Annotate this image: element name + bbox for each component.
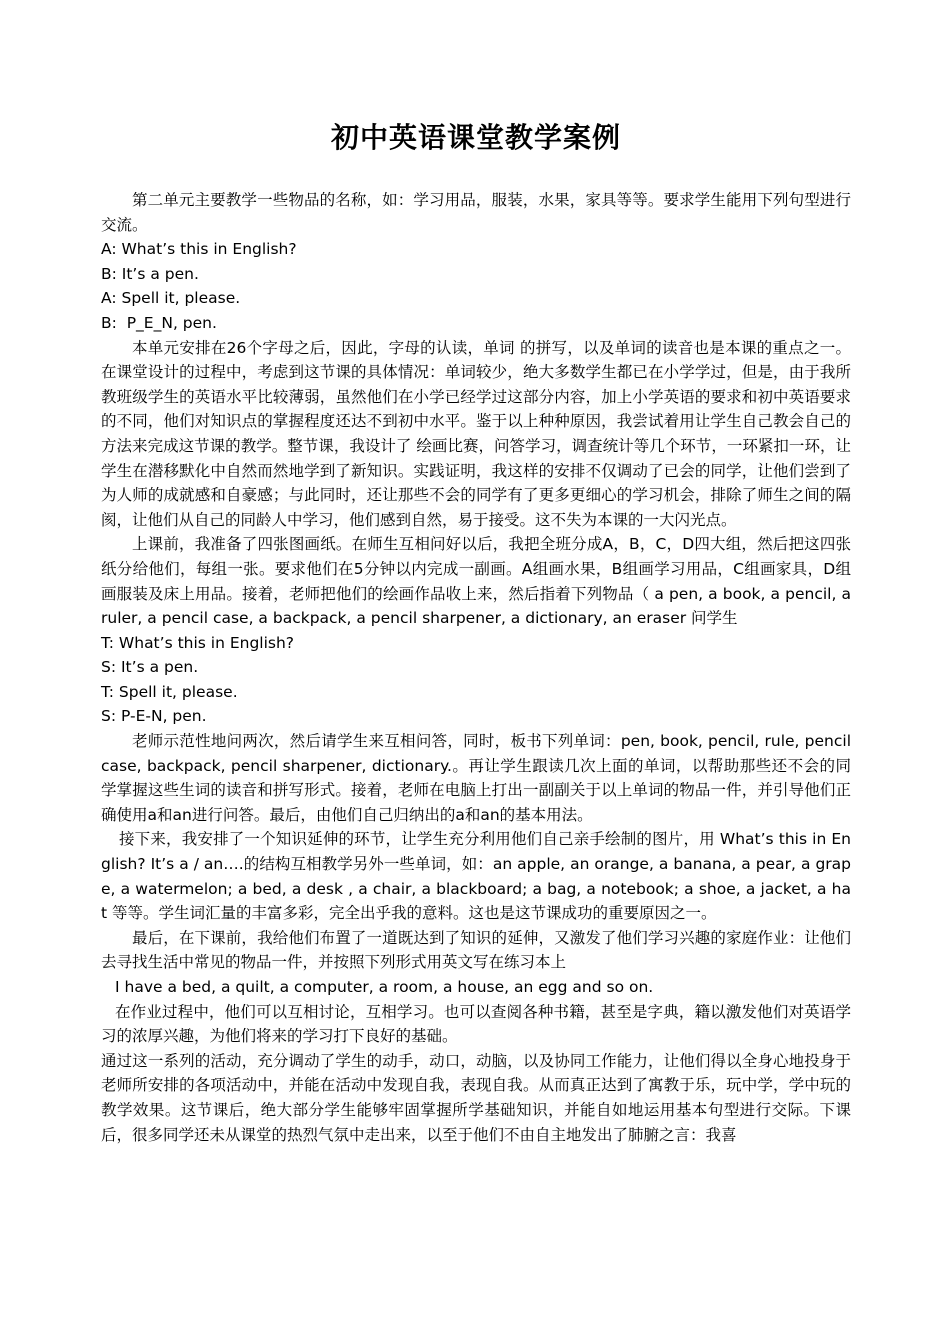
homework-example-sentence: I have a bed, a quilt, a computer, a room, a house, an egg and so on. [115, 978, 654, 996]
dialog-line: S: It’s a pen. [101, 658, 199, 677]
paragraph-demonstration: 老师示范性地问两次，然后请学生来互相问答，同时，板书下列单词：pen, book, pencil, rule, pencil case, backpack, pencil sharpener, dictionary.。再让学生跟读几次上面的单词，以帮助那些还不会的同学掌握这些生词的读音和拼写形式。接着，老师在电脑上打出一副副关于以上单词的物品一件，并引导他们正确使用a和an进行问答。最后，由他们自己归纳出的a和an的基本用法。 [101, 732, 851, 824]
paragraph-homework-process: 在作业过程中，他们可以互相讨论，互相学习。也可以查阅各种书籍，甚至是字典，籍以激发他们对英语学习的浓厚兴趣，为他们将来的学习打下良好的基础。 [101, 1002, 851, 1046]
dialog-line: T: Spell it, please. [101, 682, 238, 701]
dialog-example-2 [101, 631, 851, 729]
document-title: 初中英语课堂教学案例 [330, 121, 621, 154]
paragraph-extension: 接下来，我安排了一个知识延伸的环节，让学生充分利用他们自己亲手绘制的图片，用 What’s this in English? It’s a / an….的结构互相教学另外一些单词，如：an apple, an orange, a banana, a pear, a grape, a watermelon; a bed, a desk , a chair, a blackboard; a bag, a notebook; a shoe, a jacket, a hat 等等。学生词汇量的丰富多彩，完全出乎我的意料。这也是这节课成功的重要原因之一。 [101, 830, 851, 923]
dialog-line: S: P-E-N, pen. [101, 707, 207, 726]
dialog-line: B: P_E_N, pen. [101, 313, 217, 332]
paragraph-conclusion: 通过这一系列的活动，充分调动了学生的动手，动口，动脑，以及协同工作能力，让他们得以全身心地投身于老师所安排的各项活动中，并能在活动中发现自我，表现自我。从而真正达到了寓教于乐，玩中学，学中玩的教学效果。这节课后，绝大部分学生能够牢固掌握所学基础知识，并能自如地运用基本句型进行交际。下课后，很多同学还未从课堂的热烈气氛中走出来，以至于他们不由自主地发出了肺腑之言：我喜 [101, 1051, 851, 1144]
dialog-line: A: Spell it, please. [101, 289, 241, 308]
dialog-line: A: What’s this in English? [101, 240, 297, 259]
dialog-line: T: What’s this in English? [101, 633, 295, 652]
dialog-example-1 [101, 237, 851, 335]
dialog-line: B: It’s a pen. [101, 264, 199, 283]
paragraph-intro: 第二单元主要教学一些物品的名称，如：学习用品，服装，水果，家具等等。要求学生能用下列句型进行交流。 [101, 191, 851, 234]
paragraph-drawing-activity: 上课前，我准备了四张图画纸。在师生互相问好以后，我把全班分成A，B，C，D四大组，然后把这四张纸分给他们，每组一张。要求他们在5分钟以内完成一副画。A组画水果，B组画学习用品，C组画家具，D组画服装及床上用品。接着，老师把他们的绘画作品收上来，然后指着下列物品（ a pen, a book, a pencil, a ruler, a pencil case, a backpack, a pencil sharpener, a dictionary, an eraser 问学生 [101, 535, 851, 628]
paragraph-homework: 最后，在下课前，我给他们布置了一道既达到了知识的延伸，又激发了他们学习兴趣的家庭作业：让他们去寻找生活中常见的物品一件，并按照下列形式用英文写在练习本上 [101, 928, 851, 972]
paragraph-unit-design: 本单元安排在26个字母之后，因此，字母的认读，单词 的拼写，以及单词的读音也是本课的重点之一。在课堂设计的过程中，考虑到这节课的具体情况：单词较少，绝大多数学生都已在小学学过，但是，由于我所教班级学生的英语水平比较薄弱，虽然他们在小学已经学过这部分内容，加上小学英语的要求和初中英语要求的不同，他们对知识点的掌握程度还达不到初中水平。鉴于以上种种原因，我尝试着用让学生自己教会自己的方法来完成这节课的教学。整节课，我设计了 绘画比赛，问答学习，调查统计等几个环节，一环紧扣一环，让学生在潜移默化中自然而然地学到了新知识。实践证明，我这样的安排不仅调动了已会的同学，让他们尝到了为人师的成就感和自豪感；与此同时，还让那些不会的同学有了更多更细心的学习机会，排除了师生之间的隔阂，让他们从自己的同龄人中学习，他们感到自然，易于接受。这不失为本课的一大闪光点。 [101, 338, 851, 529]
document-page [101, 118, 851, 1147]
